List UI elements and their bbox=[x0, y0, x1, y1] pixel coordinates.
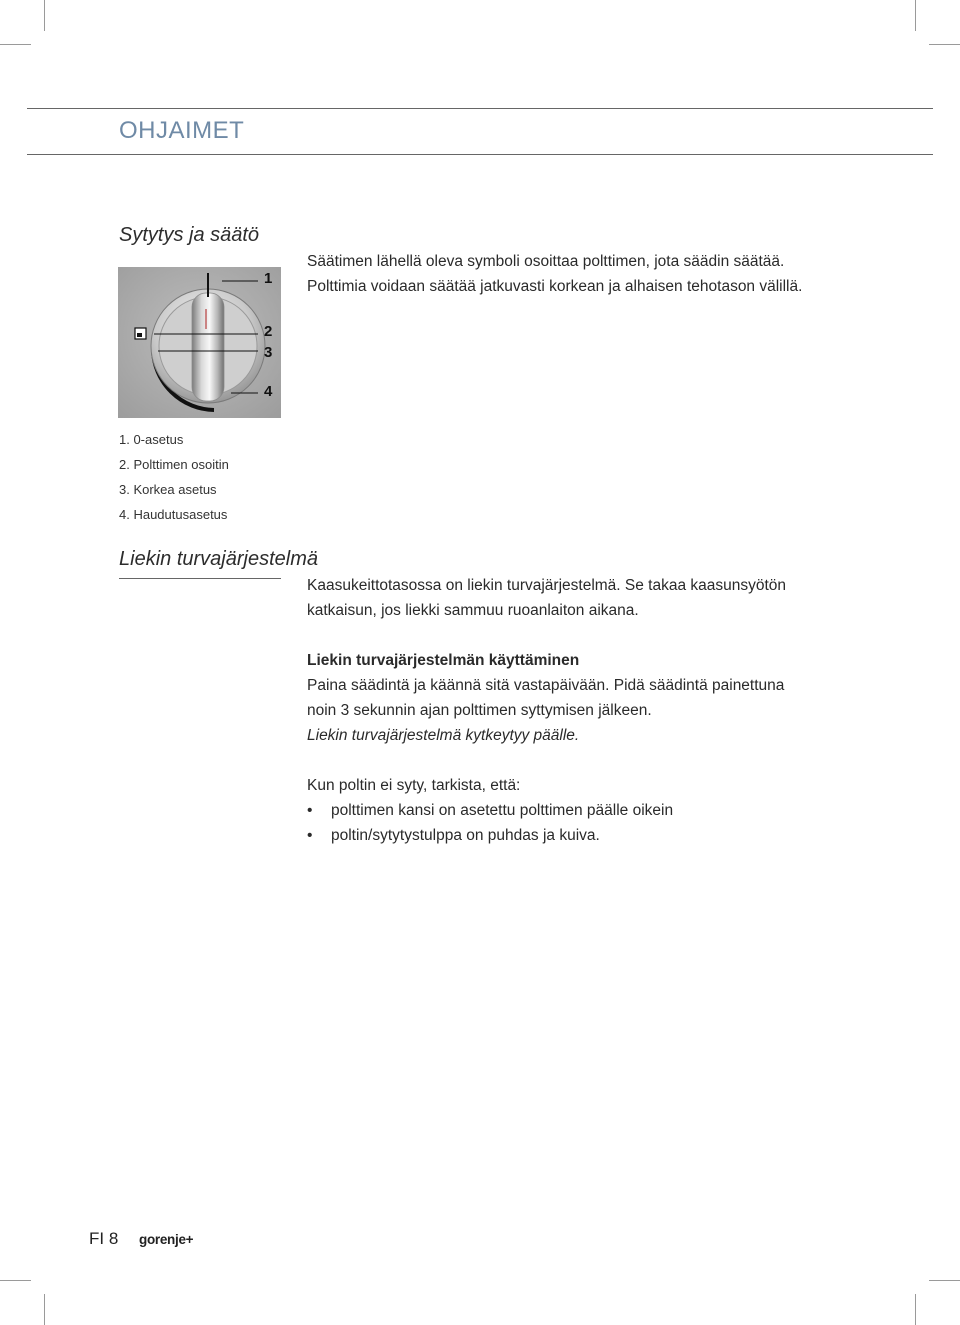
header-bottom-rule bbox=[27, 154, 933, 155]
flame-safety-content bbox=[307, 573, 907, 848]
legend-item: 2. Polttimen osoitin bbox=[119, 457, 229, 472]
crop-mark bbox=[915, 1294, 916, 1325]
knob-legend bbox=[119, 427, 229, 527]
crop-mark bbox=[0, 44, 31, 45]
crop-mark bbox=[929, 1280, 960, 1281]
control-knob-figure bbox=[118, 267, 281, 418]
subheading-usage: Liekin turvajärjestelmän käyttäminen bbox=[307, 652, 580, 669]
check-intro: Kun poltin ei syty, tarkista, että: bbox=[307, 777, 521, 794]
text-line: noin 3 sekunnin ajan polttimen syttymisen jälkeen. bbox=[307, 702, 652, 719]
text-line-italic: Liekin turvajärjestelmä kytkeytyy päälle. bbox=[307, 727, 580, 744]
control-knob-illustration bbox=[118, 267, 281, 418]
callout-4: 4 bbox=[264, 383, 273, 400]
legend-item: 3. Korkea asetus bbox=[119, 482, 217, 497]
section-title-underline bbox=[119, 578, 281, 579]
ignition-paragraph bbox=[307, 249, 802, 299]
text-line: Paina säädintä ja käännä sitä vastapäivään. Pidä säädintä painettuna bbox=[307, 677, 785, 694]
crop-mark bbox=[44, 1294, 45, 1325]
crop-mark bbox=[929, 44, 960, 45]
text-line: katkaisun, jos liekki sammuu ruoanlaiton aikana. bbox=[307, 602, 639, 619]
section-title-ignition: Sytytys ja säätö bbox=[119, 224, 260, 246]
text-line: Kaasukeittotasossa on liekin turvajärjestelmä. Se takaa kaasunsyötön bbox=[307, 577, 787, 594]
check-list bbox=[307, 798, 907, 848]
list-item: • poltin/sytytystulppa on puhdas ja kuiva. bbox=[307, 823, 907, 848]
header-top-rule bbox=[27, 108, 933, 109]
crop-mark bbox=[0, 1280, 31, 1281]
spacer bbox=[307, 748, 907, 773]
crop-mark bbox=[915, 0, 916, 31]
text-line: Säätimen lähellä oleva symboli osoittaa polttimen, jota säädin säätää. bbox=[307, 253, 785, 270]
page-number: FI 8 bbox=[89, 1229, 119, 1248]
callout-1: 1 bbox=[264, 270, 273, 287]
list-item: • polttimen kansi on asetettu polttimen päälle oikein bbox=[307, 798, 907, 823]
legend-item: 4. Haudutusasetus bbox=[119, 507, 228, 522]
callout-2: 2 bbox=[264, 323, 273, 340]
brand-logo: gorenje+ bbox=[139, 1232, 194, 1247]
text-line: Polttimia voidaan säätää jatkuvasti korkean ja alhaisen tehotason välillä. bbox=[307, 278, 803, 295]
callout-3: 3 bbox=[264, 344, 273, 361]
section-title-flame-safety: Liekin turvajärjestelmä bbox=[119, 548, 318, 570]
spacer bbox=[307, 623, 907, 648]
crop-mark bbox=[44, 0, 45, 31]
legend-item: 1. 0-asetus bbox=[119, 432, 184, 447]
page-title: OHJAIMET bbox=[119, 117, 245, 144]
